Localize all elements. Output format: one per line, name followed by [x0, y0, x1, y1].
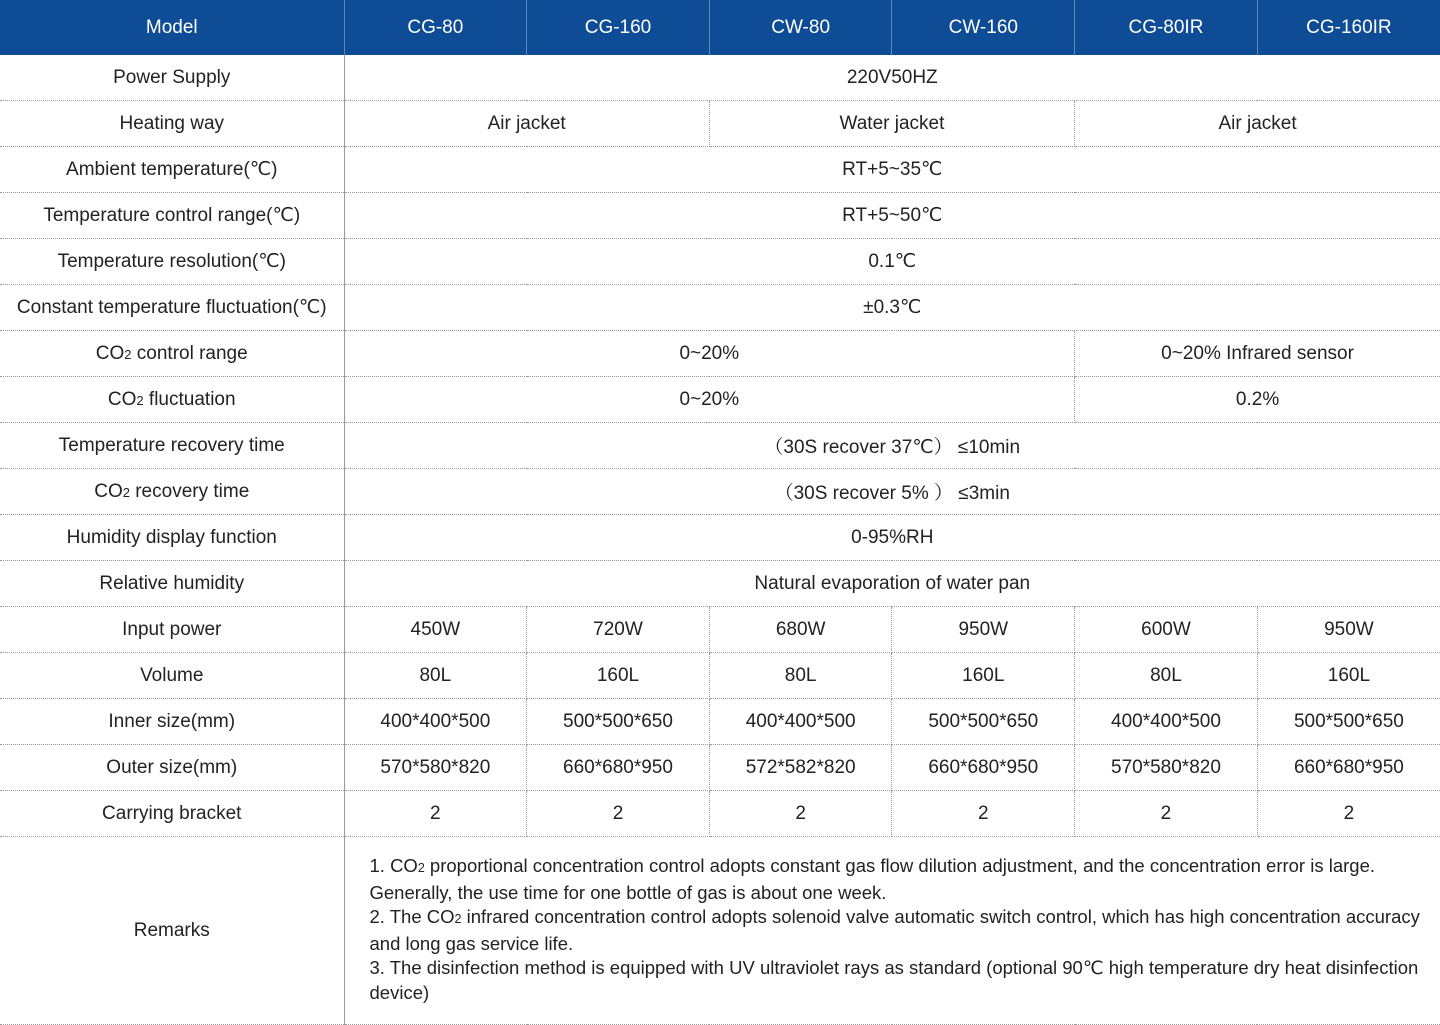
row-label: Carrying bracket [0, 791, 344, 837]
cell-value: 2 [344, 791, 527, 837]
remarks-notes [344, 837, 1440, 1025]
row-label: Input power [0, 607, 344, 653]
row-value: Natural evaporation of water pan [344, 561, 1440, 607]
row-relative-humidity [0, 561, 1440, 607]
cell-value: 400*400*500 [344, 699, 527, 745]
co2-fluctuation-standard: 0~20% [344, 377, 1075, 423]
row-remarks [0, 837, 1440, 1025]
row-label: Volume [0, 653, 344, 699]
cell-value: 500*500*650 [527, 699, 710, 745]
label-rest: control range [131, 342, 248, 364]
label-subscript: 2 [136, 392, 144, 408]
row-temperature-recovery-time [0, 423, 1440, 469]
header-model-cg80: CG-80 [344, 0, 527, 55]
note-subscript: 2 [454, 912, 462, 926]
row-label: Outer size(mm) [0, 745, 344, 791]
row-temperature-resolution [0, 239, 1440, 285]
header-model-cw160: CW-160 [892, 0, 1075, 55]
cell-value: 950W [892, 607, 1075, 653]
cell-value: 500*500*650 [1257, 699, 1440, 745]
cell-value: 400*400*500 [1075, 699, 1258, 745]
row-label [0, 469, 344, 515]
row-value: RT+5~35℃ [344, 147, 1440, 193]
cell-value: 660*680*950 [1257, 745, 1440, 791]
label-rest: recovery time [129, 480, 250, 502]
header-model-cg160: CG-160 [527, 0, 710, 55]
cell-value: 2 [1257, 791, 1440, 837]
heating-air-jacket-cg: Air jacket [344, 101, 709, 147]
cell-value: 680W [709, 607, 892, 653]
co2-range-infrared: 0~20% Infrared sensor [1075, 331, 1440, 377]
row-label: Temperature recovery time [0, 423, 344, 469]
cell-value: 2 [709, 791, 892, 837]
cell-value: 600W [1075, 607, 1258, 653]
row-volume [0, 653, 1440, 699]
cell-value: 570*580*820 [1075, 745, 1258, 791]
note-subscript: 2 [417, 861, 425, 875]
cell-value: 80L [709, 653, 892, 699]
row-co2-control-range [0, 331, 1440, 377]
cell-value: 80L [344, 653, 527, 699]
cell-value: 160L [892, 653, 1075, 699]
row-label: Inner size(mm) [0, 699, 344, 745]
row-label: Power Supply [0, 55, 344, 101]
label-co: CO [107, 388, 137, 410]
row-power-supply [0, 55, 1440, 101]
remark-note-2 [370, 905, 1433, 956]
label-subscript: 2 [124, 346, 132, 362]
heating-air-jacket-ir: Air jacket [1075, 101, 1440, 147]
header-model-cw80: CW-80 [709, 0, 892, 55]
row-value: （30S recover 5% ） ≤3min [344, 469, 1440, 515]
row-outer-size [0, 745, 1440, 791]
row-label: Relative humidity [0, 561, 344, 607]
note-text: 1. CO [369, 855, 418, 876]
cell-value: 570*580*820 [344, 745, 527, 791]
label-rest: fluctuation [143, 388, 236, 410]
cell-value: 660*680*950 [527, 745, 710, 791]
row-value: ±0.3℃ [344, 285, 1440, 331]
row-value: RT+5~50℃ [344, 193, 1440, 239]
cell-value: 2 [892, 791, 1075, 837]
row-carrying-bracket [0, 791, 1440, 837]
header-model-label: Model [0, 0, 344, 55]
heating-water-jacket-cw: Water jacket [709, 101, 1074, 147]
cell-value: 950W [1257, 607, 1440, 653]
co2-range-standard: 0~20% [344, 331, 1075, 377]
row-ambient-temperature [0, 147, 1440, 193]
cell-value: 160L [1257, 653, 1440, 699]
cell-value: 500*500*650 [892, 699, 1075, 745]
cell-value: 160L [527, 653, 710, 699]
note-text: 2. The CO [369, 906, 455, 927]
row-value: （30S recover 37℃） ≤10min [344, 423, 1440, 469]
cell-value: 660*680*950 [892, 745, 1075, 791]
label-subscript: 2 [122, 484, 130, 500]
row-co2-recovery-time [0, 469, 1440, 515]
remark-note-1 [370, 854, 1433, 905]
row-label: Humidity display function [0, 515, 344, 561]
row-co2-fluctuation [0, 377, 1440, 423]
row-label: Constant temperature fluctuation(℃) [0, 285, 344, 331]
cell-value: 720W [527, 607, 710, 653]
row-inner-size [0, 699, 1440, 745]
cell-value: 80L [1075, 653, 1258, 699]
row-heating-way [0, 101, 1440, 147]
remark-note-3: 3. The disinfection method is equipped with UV ultraviolet rays as standard (optional 90℃ high temperature dry heat disinfection device) [369, 957, 1419, 1003]
row-humidity-display-function [0, 515, 1440, 561]
row-value: 0.1℃ [344, 239, 1440, 285]
row-label: Heating way [0, 101, 344, 147]
row-label: Remarks [0, 837, 344, 1025]
cell-value: 450W [344, 607, 527, 653]
row-label: Temperature control range(℃) [0, 193, 344, 239]
note-text: proportional concentration control adopts constant gas flow dilution adjustment, and the concentration error is large. Generally, the use time for one bottle of gas is about one week. [369, 855, 1376, 903]
header-row [0, 0, 1440, 55]
row-value: 0-95%RH [344, 515, 1440, 561]
row-label: Temperature resolution(℃) [0, 239, 344, 285]
row-input-power [0, 607, 1440, 653]
row-label: Ambient temperature(℃) [0, 147, 344, 193]
row-label [0, 331, 344, 377]
header-model-cg160ir: CG-160IR [1257, 0, 1440, 55]
co2-fluctuation-infrared: 0.2% [1075, 377, 1440, 423]
label-co: CO [94, 480, 123, 502]
row-value: 220V50HZ [344, 55, 1440, 101]
cell-value: 572*582*820 [709, 745, 892, 791]
row-temperature-control-range [0, 193, 1440, 239]
header-model-cg80ir: CG-80IR [1075, 0, 1258, 55]
note-text: infrared concentration control adopts solenoid valve automatic switch control, which has high concentration accuracy and long gas service life. [369, 906, 1420, 954]
row-constant-temperature-fluctuation [0, 285, 1440, 331]
cell-value: 2 [1075, 791, 1258, 837]
row-label [0, 377, 344, 423]
cell-value: 2 [527, 791, 710, 837]
label-co: CO [95, 342, 125, 364]
cell-value: 400*400*500 [709, 699, 892, 745]
